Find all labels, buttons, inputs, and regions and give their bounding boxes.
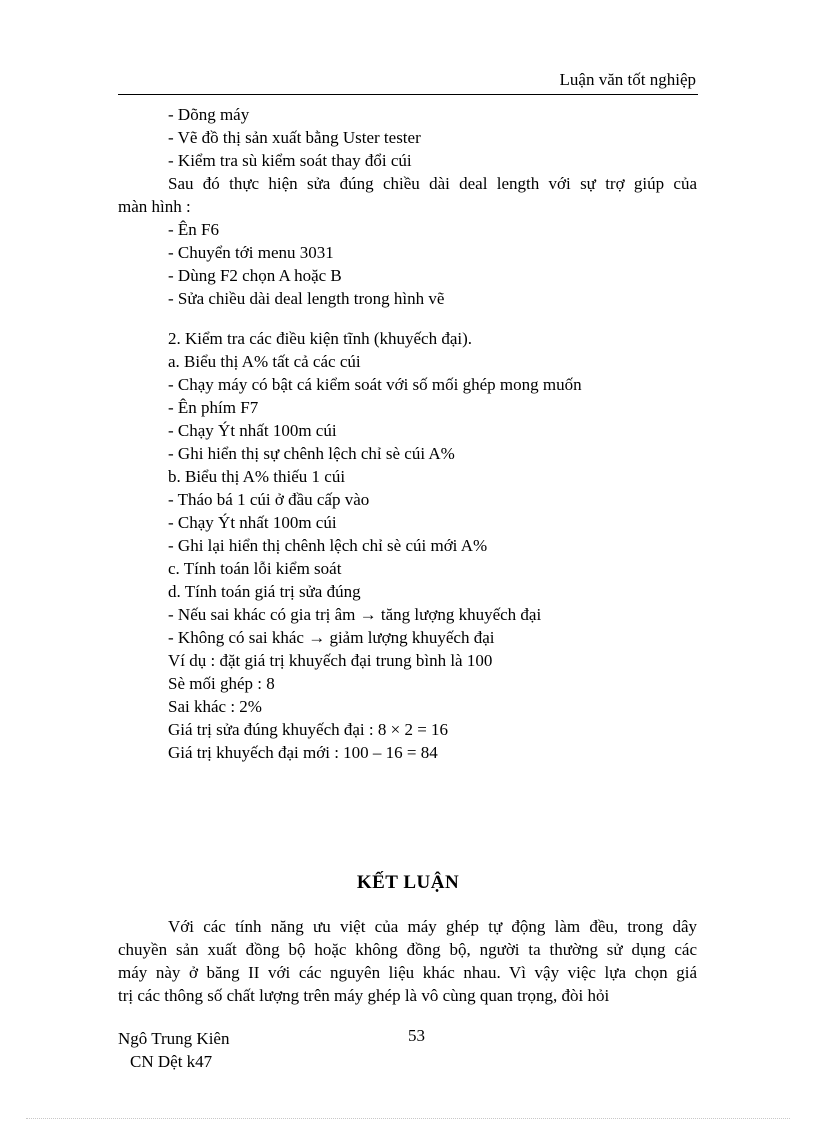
list-item: - Chuyển tới menu 3031 [168, 243, 334, 262]
section-line: b. Biểu thị A% thiếu 1 cúi [168, 467, 346, 486]
paragraph-line: Sau đó thực hiện sửa đúng chiều dài deal length với sự trợ giúp của [168, 174, 697, 193]
running-header-title: Luận văn tốt nghiệp [559, 70, 696, 89]
list-item: - Ên phím F7 [168, 398, 259, 417]
section-heading: KẾT LUẬN [356, 872, 460, 893]
page-bottom-border [26, 1118, 790, 1119]
header-rule [118, 94, 698, 95]
list-item: - Ên F6 [168, 220, 219, 239]
example-line: Sai khác : 2% [168, 697, 262, 716]
list-item: - Kiểm tra sù kiểm soát thay đổi cúi [168, 151, 412, 170]
list-item: - Chạy máy có bật cá kiểm soát với số mối ghép mong muốn [168, 375, 582, 394]
list-item: - Không có sai khác → giảm lượng khuyếch đại [168, 628, 495, 647]
example-line: Giá trị khuyếch đại mới : 100 – 16 = 84 [168, 743, 438, 762]
list-item: - Ghi hiển thị sự chênh lệch chỉ sè cúi A% [168, 444, 455, 463]
section-line: d. Tính toán giá trị sửa đúng [168, 582, 361, 601]
list-item: - Sửa chiều dài deal length trong hình vẽ [168, 289, 445, 308]
list-item: - Ghi lại hiển thị chênh lệch chỉ sè cúi mới A% [168, 536, 488, 555]
list-item: - Nếu sai khác có gia trị âm → tăng lượng khuyếch đại [168, 605, 542, 624]
paragraph-line: chuyền sản xuất đồng bộ hoặc không đồng bộ, người ta thường sử dụng các [118, 940, 697, 959]
paragraph-line: máy này ở băng II với các nguyên liệu khác nhau. Vì vậy việc lựa chọn giá [118, 963, 697, 982]
section-line: 2. Kiểm tra các điều kiện tĩnh (khuyếch đại). [168, 329, 472, 348]
list-item: - Dùng F2 chọn A hoặc B [168, 266, 342, 285]
section-line: c. Tính toán lỗi kiểm soát [168, 559, 342, 578]
example-line: Ví dụ : đặt giá trị khuyếch đại trung bình là 100 [168, 651, 493, 670]
example-line: Giá trị sửa đúng khuyếch đại : 8 × 2 = 16 [168, 720, 449, 739]
paragraph-line: trị các thông số chất lượng trên máy ghép là vô cùng quan trọng, đòi hỏi [118, 986, 610, 1005]
list-item: - Tháo bá 1 cúi ở đầu cấp vào [168, 490, 370, 509]
page-number: 53 [408, 1026, 425, 1045]
list-item: - Chạy Ýt nhất 100m cúi [168, 513, 337, 532]
footer-author: Ngô Trung Kiên [118, 1029, 230, 1048]
list-item: - Vẽ đồ thị sản xuất bằng Uster tester [168, 128, 421, 147]
paragraph-line: Với các tính năng ưu việt của máy ghép tự động làm đều, trong dây [168, 917, 697, 936]
list-item: - Dõng máy [168, 105, 250, 124]
example-line: Sè mối ghép : 8 [168, 674, 275, 693]
list-item: - Chạy Ýt nhất 100m cúi [168, 421, 337, 440]
footer-class: CN Dệt k47 [130, 1052, 213, 1071]
section-line: a. Biểu thị A% tất cả các cúi [168, 352, 361, 371]
paragraph-line: màn hình : [118, 197, 191, 216]
